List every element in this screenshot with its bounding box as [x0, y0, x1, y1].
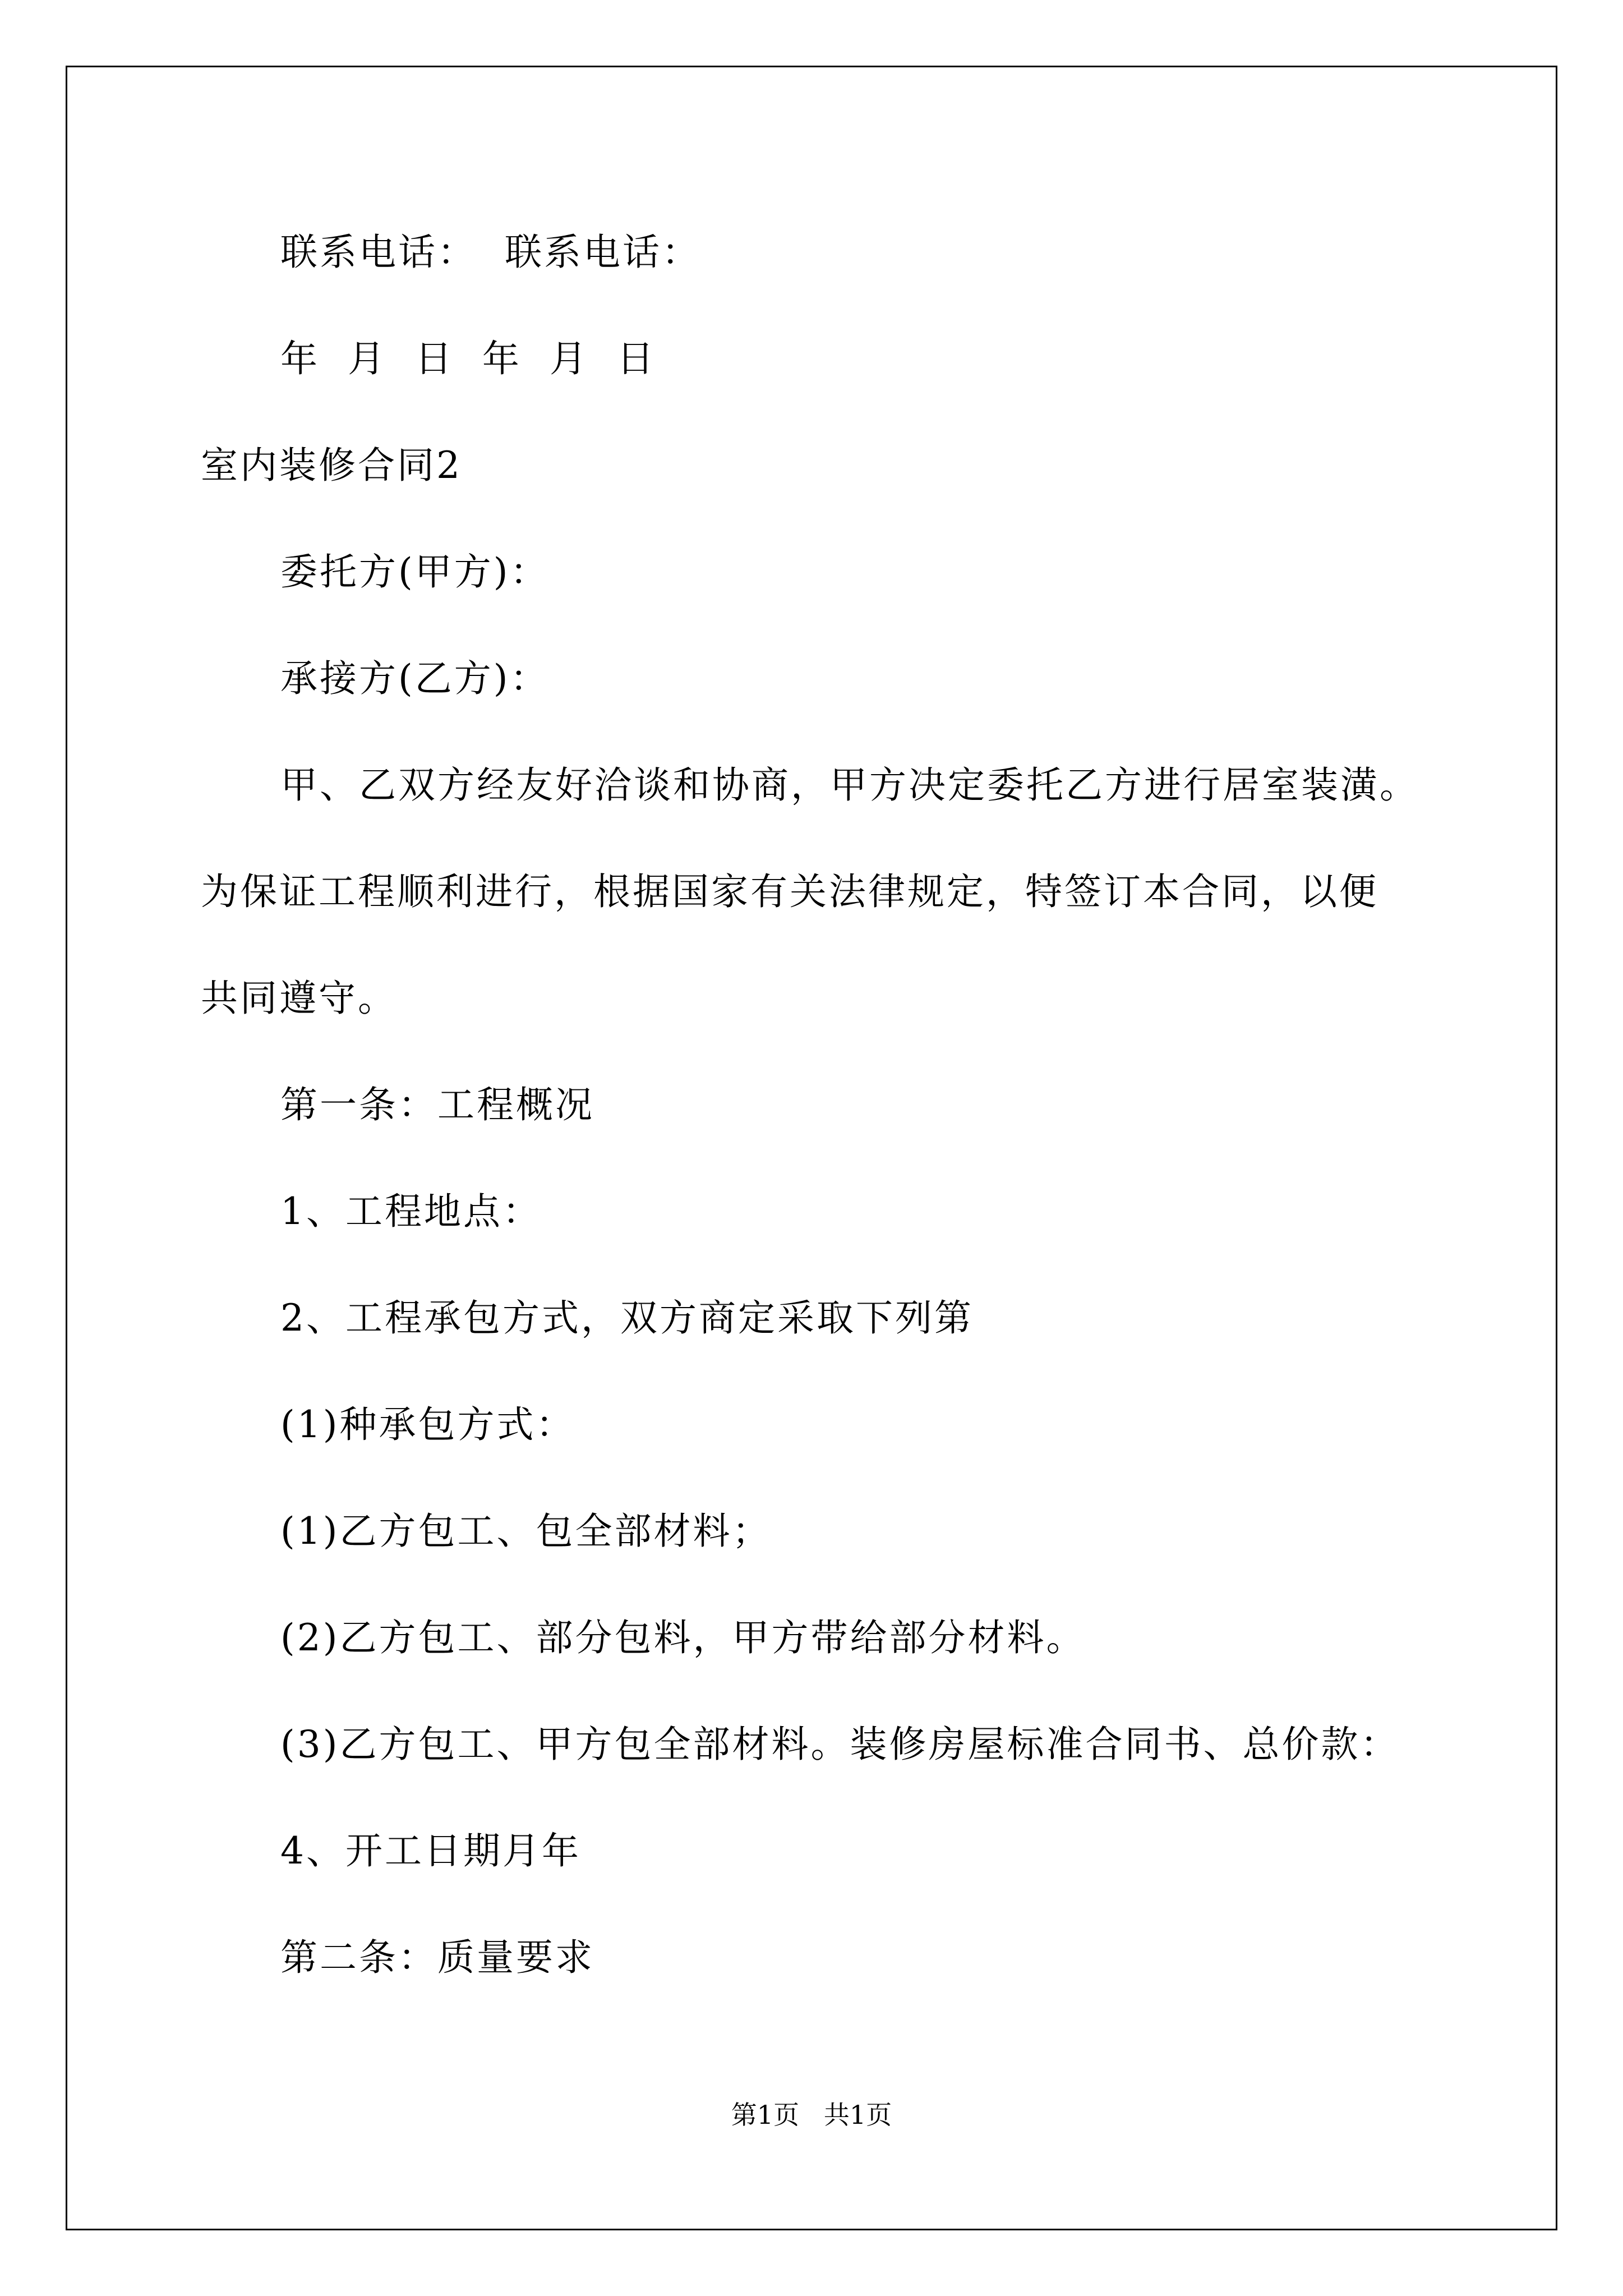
start-date-line: 4、开工日期月年	[280, 1829, 581, 1872]
date-line: 年 月 日 年 月 日	[280, 337, 656, 380]
party-a-line: 委托方(甲方)：	[280, 550, 550, 593]
contract-method-choice-line: (1)种承包方式：	[280, 1403, 575, 1446]
paragraph-intro-line-2: 为保证工程顺利进行，根据国家有关法律规定，特签订本合同，以便	[201, 870, 1378, 913]
article-1-heading: 第一条：工程概况	[280, 1083, 594, 1126]
project-location-line: 1、工程地点：	[280, 1190, 542, 1233]
option-1-line: (1)乙方包工、包全部材料；	[280, 1510, 772, 1553]
contact-phone-line: 联系电话： 联系电话：	[280, 231, 701, 274]
page-number-footer: 第1页 共1页	[731, 2100, 892, 2130]
contract-method-line: 2、工程承包方式，双方商定采取下列第	[280, 1296, 974, 1340]
contract-title: 室内装修合同2	[201, 444, 462, 487]
paragraph-intro-line-3: 共同遵守。	[201, 977, 397, 1020]
article-2-heading: 第二条：质量要求	[280, 1936, 594, 1979]
paragraph-intro-line-1: 甲、乙双方经友好洽谈和协商，甲方决定委托乙方进行居室装潢。	[280, 763, 1419, 807]
option-3-line: (3)乙方包工、甲方包全部材料。装修房屋标准合同书、总价款：	[280, 1723, 1400, 1766]
party-b-line: 承接方(乙方)：	[280, 657, 550, 700]
option-2-line: (2)乙方包工、部分包料，甲方带给部分材料。	[280, 1616, 1086, 1659]
